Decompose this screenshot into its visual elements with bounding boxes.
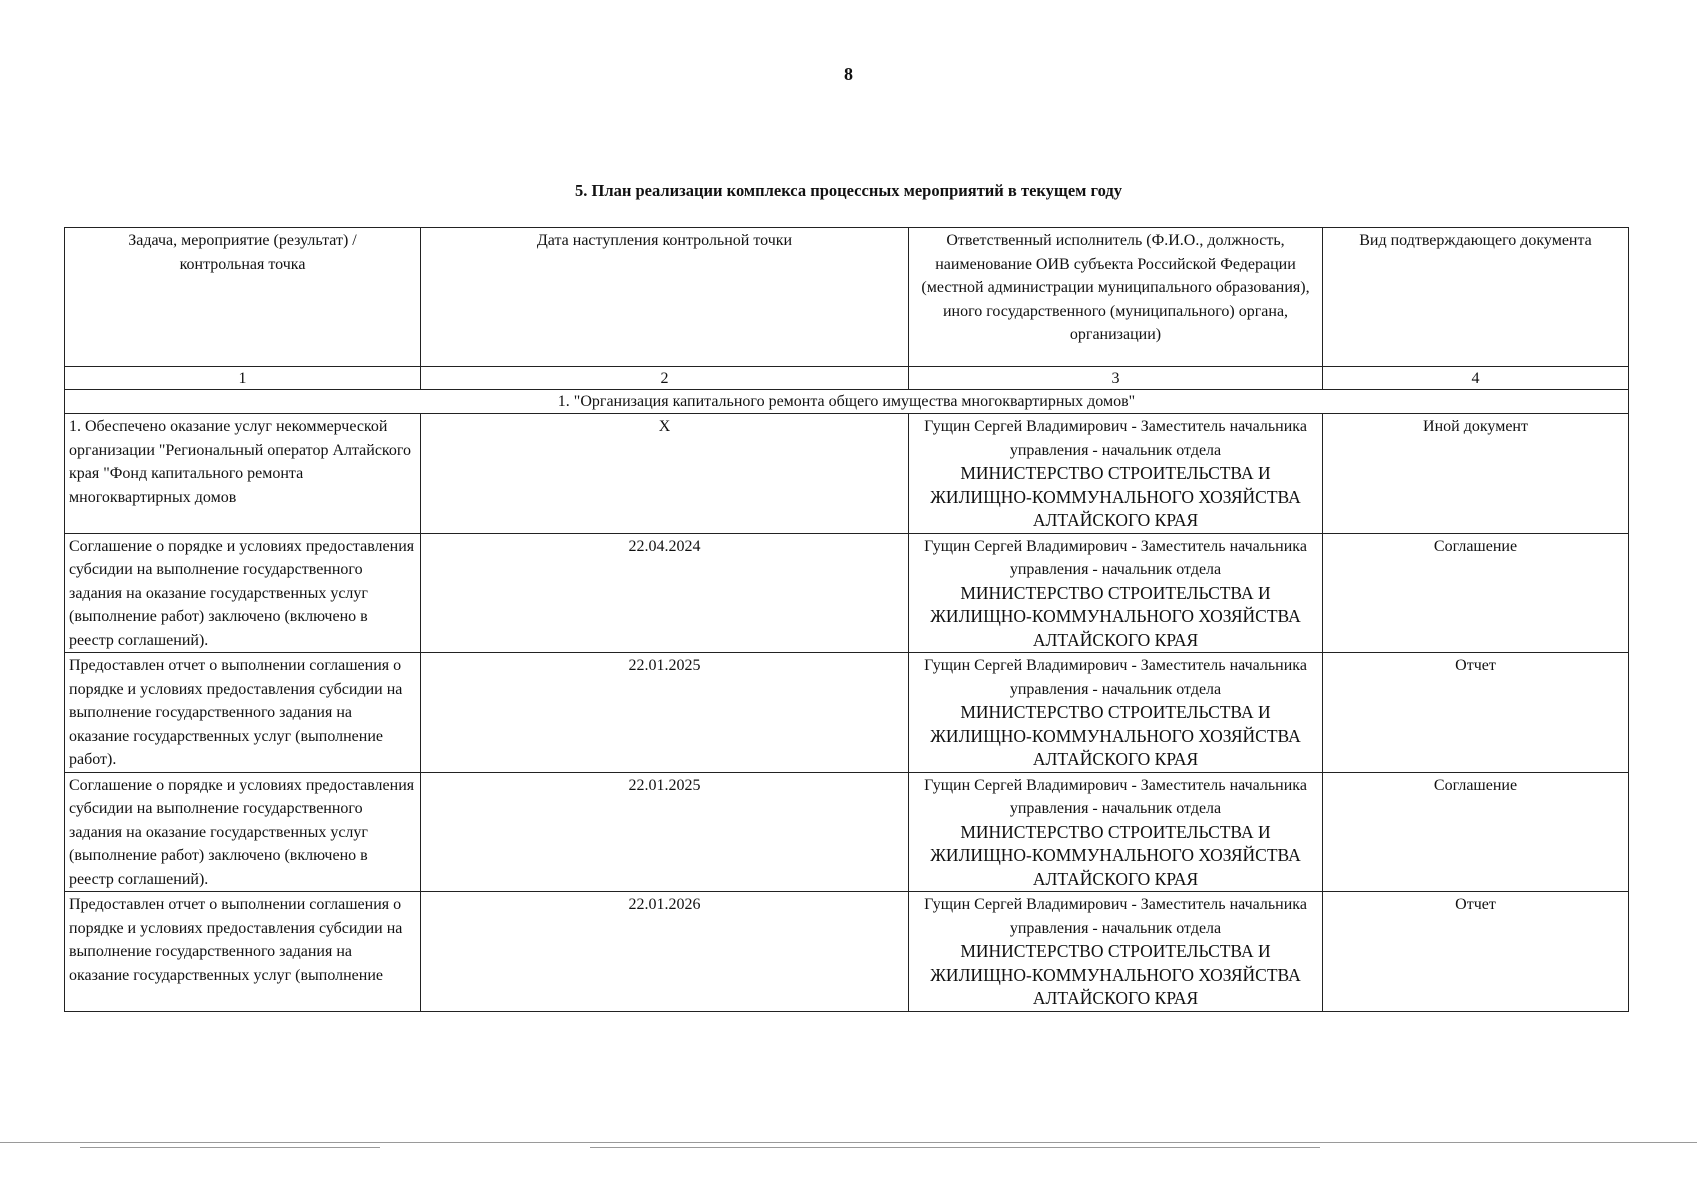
responsible-person: Гущин Сергей Владимирович - Заместитель начальника управления - начальник отдела (924, 776, 1307, 817)
column-number: 4 (1323, 367, 1629, 390)
column-number: 1 (65, 367, 421, 390)
date-cell: 22.01.2026 (421, 892, 909, 1012)
date-cell: X (421, 414, 909, 534)
column-number: 3 (909, 367, 1323, 390)
document-type-cell: Отчет (1323, 892, 1629, 1012)
header-date: Дата наступления контрольной точки (421, 228, 909, 367)
scan-artifact-line (590, 1147, 1320, 1148)
responsible-person: Гущин Сергей Владимирович - Заместитель начальника управления - начальник отдела (924, 537, 1307, 578)
header-task: Задача, мероприятие (результат) / контрольная точка (65, 228, 421, 367)
section-row (65, 390, 1629, 414)
responsible-organization: МИНИСТЕРСТВО СТРОИТЕЛЬСТВА И ЖИЛИЩНО-КОММУНАЛЬНОГО ХОЗЯЙСТВА АЛТАЙСКОГО КРАЯ (930, 821, 1301, 889)
document-type-cell: Соглашение (1323, 772, 1629, 892)
scan-artifact-line (0, 1142, 1697, 1143)
task-cell: Соглашение о порядке и условиях предоставления субсидии на выполнение государственного задания на оказание государственных услуг (выполнение работ) заключено (включено в реестр соглашений). (65, 533, 421, 653)
responsible-cell (909, 533, 1323, 653)
responsible-organization: МИНИСТЕРСТВО СТРОИТЕЛЬСТВА И ЖИЛИЩНО-КОММУНАЛЬНОГО ХОЗЯЙСТВА АЛТАЙСКОГО КРАЯ (930, 941, 1301, 1008)
date-cell: 22.01.2025 (421, 653, 909, 773)
date-cell: 22.01.2025 (421, 772, 909, 892)
document-type-cell: Отчет (1323, 653, 1629, 773)
responsible-cell (909, 772, 1323, 892)
document-title: 5. План реализации комплекса процессных мероприятий в текущем году (575, 181, 1122, 200)
table-header-row (65, 228, 1629, 367)
table-row (65, 653, 1629, 773)
column-number-row (65, 367, 1629, 390)
document-type-cell: Соглашение (1323, 533, 1629, 653)
responsible-person: Гущин Сергей Владимирович - Заместитель начальника управления - начальник отдела (924, 896, 1307, 937)
responsible-person: Гущин Сергей Владимирович - Заместитель начальника управления - начальник отдела (924, 657, 1307, 698)
responsible-organization: МИНИСТЕРСТВО СТРОИТЕЛЬСТВА И ЖИЛИЩНО-КОММУНАЛЬНОГО ХОЗЯЙСТВА АЛТАЙСКОГО КРАЯ (930, 463, 1301, 530)
responsible-person: Гущин Сергей Владимирович - Заместитель начальника управления - начальник отдела (924, 418, 1307, 459)
column-number: 2 (421, 367, 909, 390)
table-row (65, 772, 1629, 892)
task-cell: Предоставлен отчет о выполнении соглашения о порядке и условиях предоставления субсидии на выполнение государственного задания на оказание государственных услуг (выполнение работ). (65, 653, 421, 773)
table-row (65, 414, 1629, 534)
implementation-plan-table (64, 227, 1629, 1012)
table-row (65, 892, 1629, 1012)
task-cell: Предоставлен отчет о выполнении соглашения о порядке и условиях предоставления субсидии на выполнение государственного задания на оказание государственных услуг (выполнение (65, 892, 421, 1012)
responsible-organization: МИНИСТЕРСТВО СТРОИТЕЛЬСТВА И ЖИЛИЩНО-КОММУНАЛЬНОГО ХОЗЯЙСТВА АЛТАЙСКОГО КРАЯ (930, 702, 1301, 769)
scan-artifact-line (80, 1147, 380, 1148)
section-title: 1. "Организация капитального ремонта общего имущества многоквартирных домов" (65, 390, 1629, 414)
header-responsible: Ответственный исполнитель (Ф.И.О., должность, наименование ОИВ субъекта Российской Федерации (местной администрации муниципального образования), иного государственного (муниципального) органа, организации) (909, 228, 1323, 367)
responsible-cell (909, 653, 1323, 773)
responsible-cell (909, 892, 1323, 1012)
date-cell: 22.04.2024 (421, 533, 909, 653)
header-document-type: Вид подтверждающего документа (1323, 228, 1629, 367)
responsible-organization: МИНИСТЕРСТВО СТРОИТЕЛЬСТВА И ЖИЛИЩНО-КОММУНАЛЬНОГО ХОЗЯЙСТВА АЛТАЙСКОГО КРАЯ (930, 582, 1301, 650)
task-cell: Соглашение о порядке и условиях предоставления субсидии на выполнение государственного задания на оказание государственных услуг (выполнение работ) заключено (включено в реестр соглашений). (65, 772, 421, 892)
page-number: 8 (844, 64, 853, 84)
task-cell: 1. Обеспечено оказание услуг некоммерческой организации "Региональный оператор Алтайского края "Фонд капитального ремонта многоквартирных домов (65, 414, 421, 534)
responsible-cell (909, 414, 1323, 534)
table-row (65, 533, 1629, 653)
document-type-cell: Иной документ (1323, 414, 1629, 534)
